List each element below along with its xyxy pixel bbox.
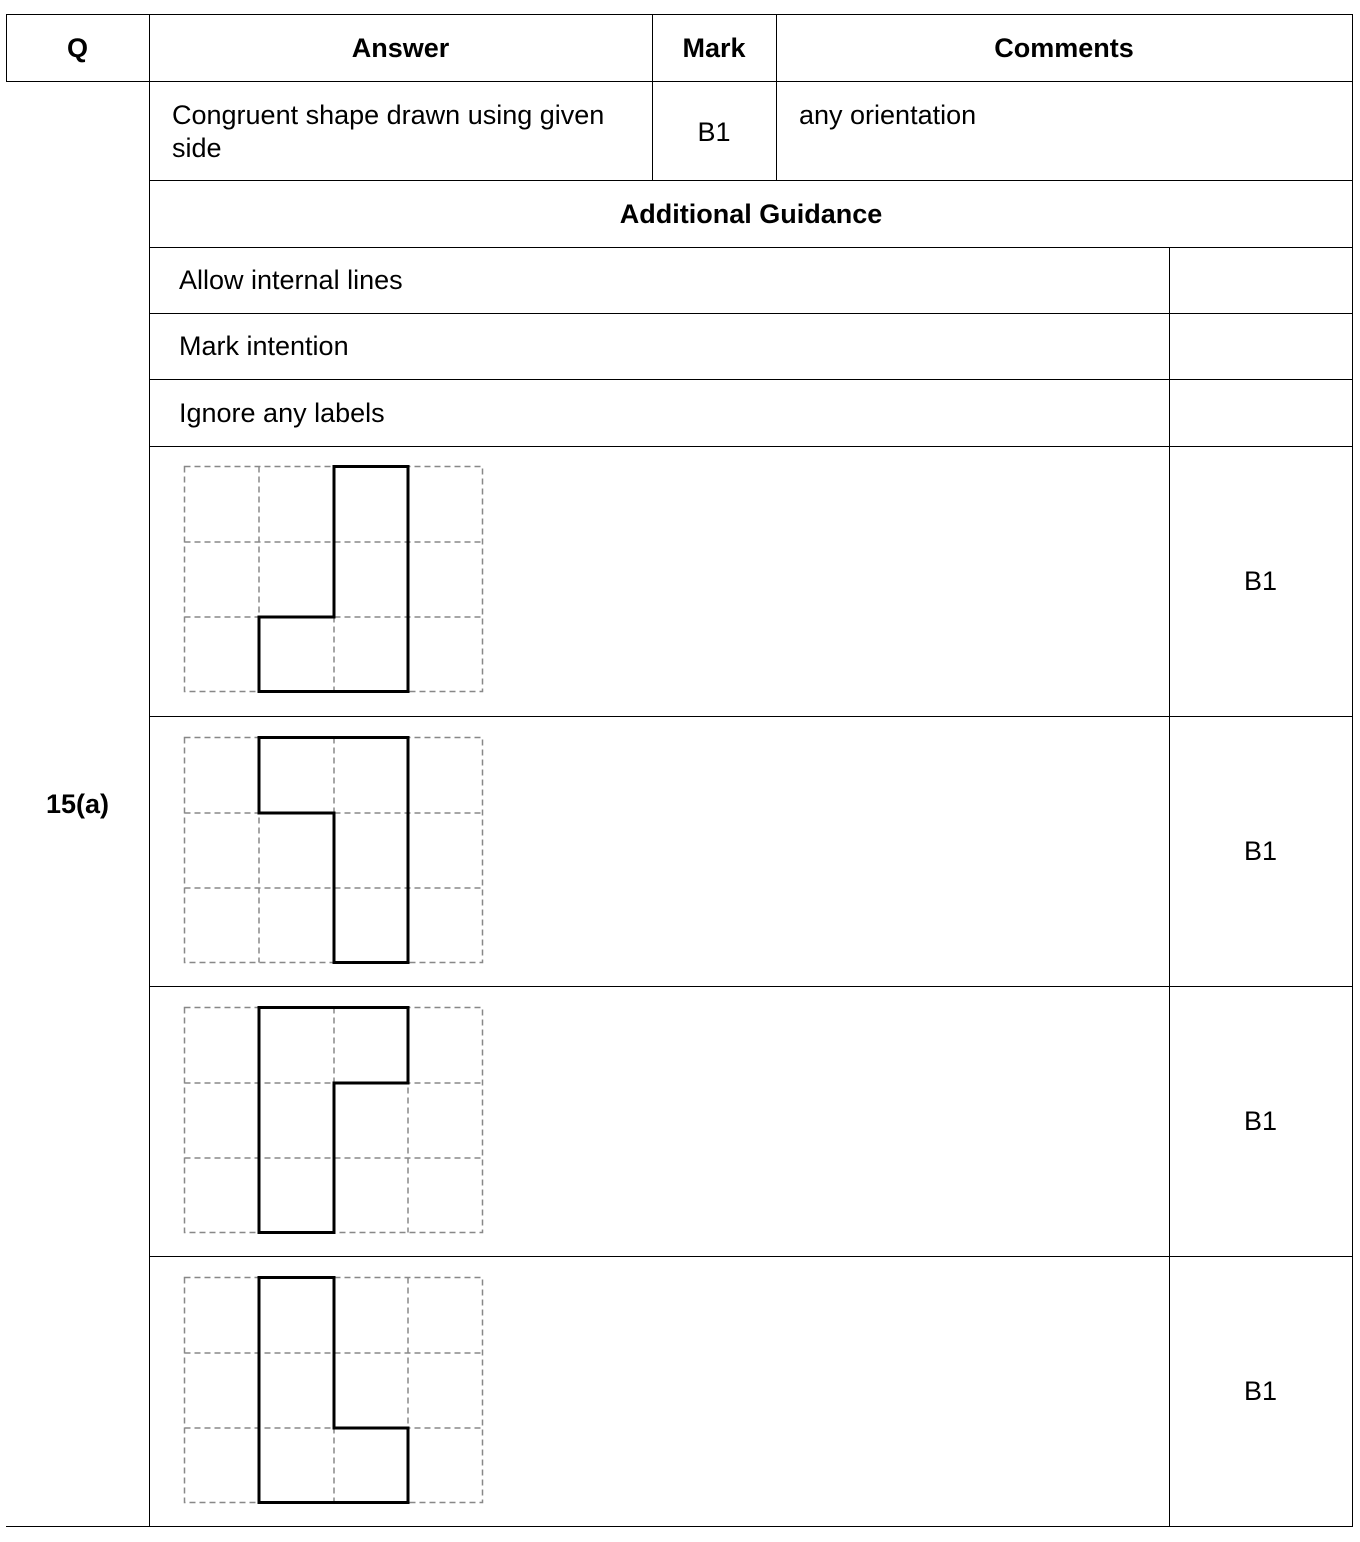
- rule-guidance-title-bottom: [149, 247, 1353, 248]
- header-comments: Comments: [994, 33, 1134, 63]
- question-number: 15(a): [45, 789, 110, 819]
- guidance-item-mark-intention: Mark intention: [179, 331, 349, 361]
- rule-example-3: [149, 1256, 1353, 1257]
- answer-mark: B1: [697, 117, 731, 147]
- example-mark-4: B1: [1243, 1376, 1278, 1406]
- example-mark-1: B1: [1243, 566, 1278, 596]
- example-mark-2: B1: [1243, 836, 1278, 866]
- answer-line-2: side: [172, 133, 222, 163]
- rule-example-2: [149, 986, 1353, 987]
- answer-comment: any orientation: [799, 100, 977, 130]
- rule-guidance-3: [149, 446, 1353, 447]
- guidance-title: Additional Guidance: [619, 199, 883, 229]
- rule-answer-bottom: [149, 180, 1353, 181]
- rule-guidance-1: [149, 313, 1353, 314]
- guidance-item-ignore-labels: Ignore any labels: [179, 398, 385, 428]
- example-shape-3: [180, 1003, 486, 1237]
- header-answer: Answer: [351, 33, 450, 63]
- header-q: Q: [66, 33, 88, 63]
- rule-top: [6, 14, 1353, 15]
- rule-q-col: [149, 14, 150, 1527]
- rule-guidance-2: [149, 379, 1353, 380]
- example-mark-3: B1: [1243, 1106, 1278, 1136]
- rule-header-bottom: [6, 81, 1353, 82]
- example-shape-1: [180, 462, 486, 696]
- answer-line-1: Congruent shape drawn using given: [172, 100, 605, 130]
- header-mark: Mark: [682, 33, 746, 63]
- rule-guidance-mark-col: [1169, 247, 1170, 1527]
- guidance-item-internal-lines: Allow internal lines: [179, 265, 403, 295]
- rule-bottom: [6, 1526, 1353, 1527]
- rule-right: [1352, 14, 1353, 1527]
- example-shape-2: [180, 733, 486, 967]
- rule-example-1: [149, 716, 1353, 717]
- example-shape-4: [180, 1273, 486, 1507]
